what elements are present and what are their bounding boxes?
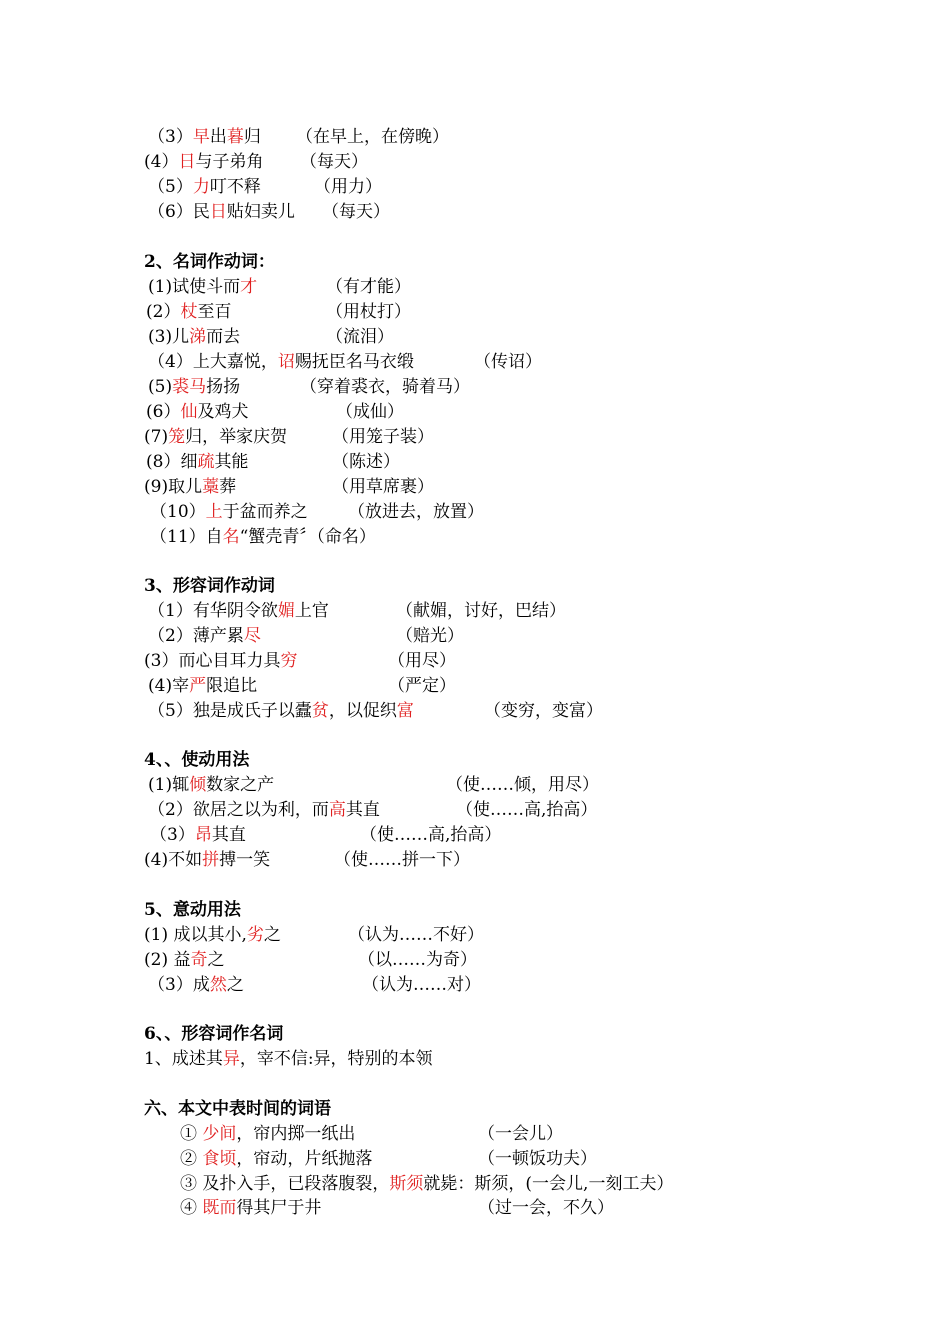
section-heading: [144, 900, 241, 920]
line-text: (8）细: [146, 452, 198, 472]
line-text: 叮不释: [209, 177, 261, 197]
text-line: [180, 1149, 372, 1169]
line-text: 2、名词作动词：: [144, 252, 275, 272]
line-text: 与子弟角: [195, 152, 264, 172]
line-text: (1) 成以其小,: [144, 925, 247, 945]
text-line: [148, 177, 261, 197]
line-note: （一顿饭功夫）: [478, 1149, 597, 1169]
line-text: （3）: [150, 825, 195, 845]
highlighted-word: 食顷: [202, 1149, 237, 1169]
line-text: 归: [243, 127, 261, 147]
line-text: 得其尸于井: [236, 1198, 322, 1218]
line-text: 3、形容词作动词: [144, 576, 275, 596]
line-text: 5、意动用法: [144, 900, 241, 920]
highlighted-word: 穷: [280, 651, 298, 671]
line-note: （在早上，在傍晚）: [296, 127, 449, 147]
text-line: [146, 302, 231, 322]
line-text: 及鸡犬: [197, 402, 249, 422]
line-text: 6、、形容词作名词: [144, 1024, 284, 1044]
line-note: （用力）: [314, 177, 382, 197]
highlighted-word: 上: [205, 502, 223, 522]
line-text: (3)儿: [148, 327, 190, 347]
line-text: ，宰不信:异，特别的本领: [239, 1049, 433, 1069]
highlighted-word: 异: [222, 1049, 240, 1069]
line-text: （2）欲居之以为利，而: [148, 800, 329, 820]
line-text: 归，举家庆贺: [185, 427, 288, 447]
line-text: (4)不如: [144, 850, 203, 870]
line-note: （传诏）: [474, 352, 542, 372]
highlighted-word: 倾: [189, 775, 207, 795]
line-text: 之: [207, 950, 225, 970]
highlighted-word: 力: [192, 177, 210, 197]
highlighted-word: 日: [209, 202, 227, 222]
highlighted-word: 早: [192, 127, 210, 147]
line-text: 限追比: [206, 676, 258, 696]
line-text: 之: [263, 925, 281, 945]
text-line: [150, 825, 246, 845]
line-text: (1)辄: [148, 775, 190, 795]
text-line: [146, 452, 248, 472]
text-line: [144, 651, 297, 671]
section-heading: [144, 252, 275, 272]
line-text: (4）: [144, 152, 179, 172]
line-note: （每天）: [322, 202, 390, 222]
text-line: [148, 327, 240, 347]
highlighted-word: 贫: [311, 701, 329, 721]
line-text: (2）: [146, 302, 181, 322]
highlighted-word: 高: [328, 800, 346, 820]
text-line: [148, 377, 240, 397]
line-note: （一会儿）: [478, 1124, 563, 1144]
line-note: （成仙）: [336, 402, 404, 422]
highlighted-word: 奇: [190, 950, 208, 970]
text-line: [144, 850, 270, 870]
line-note: （用杖打）: [326, 302, 411, 322]
line-text: 六、本文中表时间的词语: [144, 1099, 331, 1119]
line-text: 其直: [211, 825, 246, 845]
text-line: [150, 502, 308, 522]
highlighted-word: 尽: [243, 626, 261, 646]
line-text: (5): [148, 377, 173, 397]
line-text: 至百: [197, 302, 232, 322]
line-text: （5）: [148, 177, 193, 197]
line-text: （1）有华阴令欲: [148, 601, 278, 621]
line-text: “蟹壳青〞（命名）: [239, 527, 376, 547]
line-text: 搏一笑: [219, 850, 271, 870]
text-line: [144, 925, 281, 945]
line-text: 就毙：斯须，(一会儿,一刻工夫）: [423, 1174, 674, 1194]
highlighted-word: 涕: [189, 327, 207, 347]
line-note: （认为……不好）: [348, 925, 484, 945]
line-text: 之: [226, 975, 244, 995]
line-note: （用尽）: [388, 651, 456, 671]
highlighted-word: 严: [189, 676, 207, 696]
line-note: （穿着裘衣，骑着马）: [300, 377, 470, 397]
line-text: 贴妇卖儿: [226, 202, 295, 222]
line-text: ，帘内掷一纸出: [236, 1124, 356, 1144]
highlighted-word: 劣: [246, 925, 264, 945]
line-text: 赐抚臣名马衣缎: [294, 352, 414, 372]
line-text: ③ 及扑入手，已段落腹裂，: [180, 1174, 390, 1194]
text-line: [148, 601, 329, 621]
text-line: [148, 352, 414, 372]
highlighted-word: 少间: [202, 1124, 237, 1144]
highlighted-word: 名: [222, 527, 240, 547]
highlighted-word: 斯须: [389, 1174, 424, 1194]
line-text: （6）民: [148, 202, 210, 222]
line-text: （10）: [150, 502, 206, 522]
line-note: （赔光）: [396, 626, 464, 646]
line-text: ①: [180, 1124, 203, 1144]
line-note: （使……倾，用尽）: [446, 775, 599, 795]
line-text: 数家之产: [206, 775, 275, 795]
text-line: [148, 701, 414, 721]
line-text: 扬扬: [206, 377, 241, 397]
text-line: [148, 277, 257, 297]
text-line: [180, 1174, 673, 1194]
highlighted-word: 才: [240, 277, 258, 297]
line-text: 而去: [206, 327, 241, 347]
text-line: [180, 1124, 355, 1144]
highlighted-word: 日: [178, 152, 196, 172]
line-text: （2）薄产累: [148, 626, 244, 646]
line-text: (2) 益: [144, 950, 191, 970]
line-text: （5）独是成氏子以蠹: [148, 701, 312, 721]
line-note: （放进去，放置）: [348, 502, 484, 522]
line-text: 4、、使动用法: [144, 750, 250, 770]
line-text: (7): [144, 427, 169, 447]
line-text: 于盆而养之: [222, 502, 308, 522]
highlighted-word: 杖: [180, 302, 198, 322]
line-text: （11）自: [150, 527, 223, 547]
line-note: （每天）: [300, 152, 368, 172]
line-text: (9)取儿: [144, 477, 203, 497]
text-line: [148, 202, 295, 222]
line-note: （流泪）: [326, 327, 394, 347]
line-text: （3）成: [148, 975, 210, 995]
line-text: 上官: [294, 601, 329, 621]
line-note: （使……高,抬高）: [360, 825, 502, 845]
highlighted-word: 昂: [194, 825, 212, 845]
line-note: （使……高,抬高）: [456, 800, 598, 820]
highlighted-word: 富: [396, 701, 414, 721]
line-text: 1、成述其: [144, 1049, 223, 1069]
text-line: [148, 676, 257, 696]
line-note: （以……为奇）: [358, 950, 477, 970]
line-text: ②: [180, 1149, 203, 1169]
line-note: （认为……对）: [362, 975, 481, 995]
text-line: [180, 1198, 321, 1218]
section-heading: [144, 1099, 331, 1119]
line-note: （变穷，变富）: [484, 701, 603, 721]
line-text: 葬: [219, 477, 237, 497]
text-line: [150, 527, 376, 547]
text-line: [144, 427, 287, 447]
line-note: （陈述）: [332, 452, 400, 472]
line-text: ④: [180, 1198, 203, 1218]
text-line: [144, 950, 224, 970]
line-text: (3）而心目耳力具: [144, 651, 281, 671]
line-note: （用草席裹）: [332, 477, 434, 497]
section-heading: [144, 576, 275, 596]
line-text: 其直: [345, 800, 380, 820]
line-note: （使……拼一下）: [334, 850, 470, 870]
line-note: （严定）: [388, 676, 456, 696]
line-text: ，帘动，片纸抛落: [236, 1149, 373, 1169]
section-heading: [144, 1024, 283, 1044]
text-line: [148, 975, 244, 995]
section-heading: [144, 750, 249, 770]
text-line: [146, 402, 248, 422]
highlighted-word: 裘马: [172, 377, 207, 397]
highlighted-word: 拼: [202, 850, 220, 870]
highlighted-word: 既而: [202, 1198, 237, 1218]
text-line: [144, 1049, 433, 1069]
line-note: （用笼子装）: [332, 427, 434, 447]
highlighted-word: 诏: [277, 352, 295, 372]
line-text: 其能: [214, 452, 249, 472]
text-line: [148, 127, 261, 147]
line-text: (4)宰: [148, 676, 190, 696]
text-line: [148, 626, 261, 646]
highlighted-word: 藁: [202, 477, 220, 497]
highlighted-word: 媚: [277, 601, 295, 621]
highlighted-word: 仙: [180, 402, 198, 422]
line-note: （献媚，讨好，巴结）: [396, 601, 566, 621]
highlighted-word: 然: [209, 975, 227, 995]
line-text: （4）上大嘉悦，: [148, 352, 278, 372]
highlighted-word: 暮: [226, 127, 244, 147]
line-text: 出: [209, 127, 227, 147]
text-line: [144, 152, 263, 172]
line-text: （3）: [148, 127, 193, 147]
highlighted-word: 笼: [168, 427, 186, 447]
line-text: ，以促织: [328, 701, 397, 721]
highlighted-word: 疏: [197, 452, 215, 472]
line-text: (1)试使斗而: [148, 277, 241, 297]
line-note: （有才能）: [326, 277, 411, 297]
line-note: （过一会，不久）: [478, 1198, 614, 1218]
text-line: [144, 477, 236, 497]
text-line: [148, 800, 380, 820]
line-text: (6）: [146, 402, 181, 422]
text-line: [148, 775, 274, 795]
